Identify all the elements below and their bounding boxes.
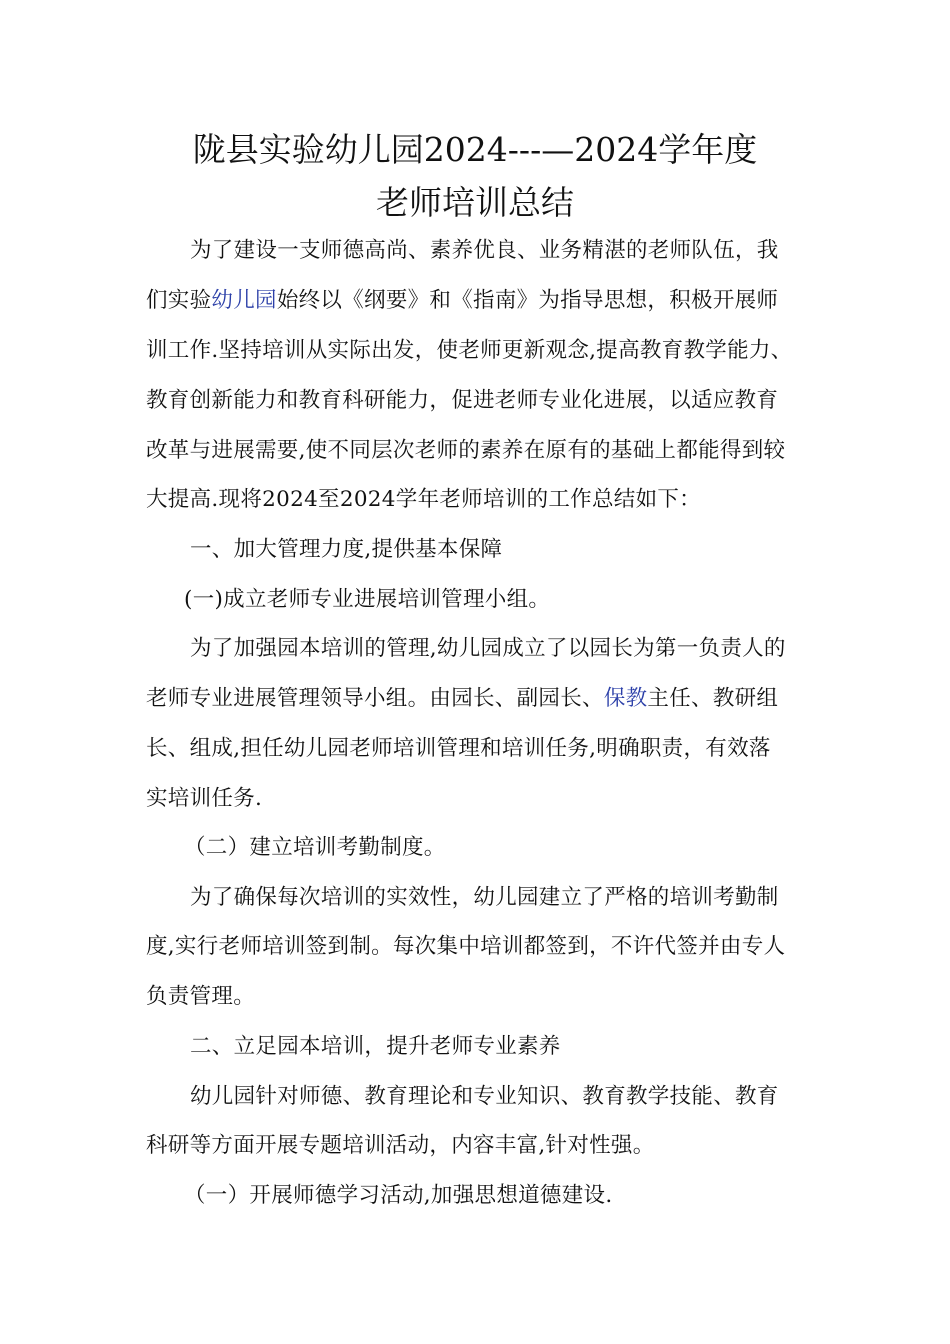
body-line: 为了加强园本培训的管理,幼儿园成立了以园长为第一负责人的	[190, 636, 786, 661]
body-line-with-link	[146, 684, 816, 714]
document-title-line2: 老师培训总结	[376, 183, 574, 222]
body-line: 教育创新能力和教育科研能力，促进老师专业化进展，以适应教育	[146, 388, 779, 413]
body-line: 科研等方面开展专题培训活动，内容丰富,针对性强。	[146, 1133, 655, 1158]
body-text: 始终以《纲要》和《指南》为指导思想，积极开展师	[276, 288, 779, 313]
body-line: 为了确保每次培训的实效性，幼儿园建立了严格的培训考勤制	[190, 885, 779, 910]
body-text: 主任、教研组	[647, 686, 779, 711]
body-line: 改革与进展需要,使不同层次老师的素养在原有的基础上都能得到较	[146, 438, 786, 463]
section-heading-2: 二、立足园本培训，提升老师专业素养	[190, 1034, 561, 1059]
document-title-line1: 陇县实验幼儿园2024---—2024学年度	[192, 130, 758, 169]
body-line: 实培训任务.	[146, 786, 263, 811]
section-heading-1: 一、加大管理力度,提供基本保障	[190, 537, 503, 562]
kindergarten-link[interactable]: 幼儿园	[211, 288, 277, 313]
body-line: 幼儿园针对师德、教育理论和专业知识、教育教学技能、教育	[190, 1084, 779, 1109]
body-line: 为了建设一支师德高尚、素养优良、业务精湛的老师队伍，我	[190, 238, 779, 263]
baojiao-link[interactable]: 保教	[603, 686, 648, 711]
body-line: 训工作.坚持培训从实际出发，使老师更新观念,提高教育教学能力、	[146, 338, 793, 363]
body-line: 大提高.现将2024至2024学年老师培训的工作总结如下：	[146, 487, 701, 512]
subsection-heading-1-1: (一)成立老师专业进展培训管理小组。	[184, 587, 551, 612]
subsection-heading-2-1: （一）开展师德学习活动,加强思想道德建设.	[184, 1183, 613, 1208]
body-text: 们实验	[146, 288, 212, 313]
subsection-heading-1-2: （二）建立培训考勤制度。	[184, 835, 446, 860]
body-line: 长、组成,担任幼儿园老师培训管理和培训任务,明确职责，有效落	[146, 736, 771, 761]
body-text: 老师专业进展管理领导小组。由园长、副园长、	[146, 686, 604, 711]
body-line-with-link	[146, 286, 816, 316]
body-line: 度,实行老师培训签到制。每次集中培训都签到，不许代签并由专人	[146, 934, 786, 959]
body-line: 负责管理。	[146, 984, 256, 1009]
